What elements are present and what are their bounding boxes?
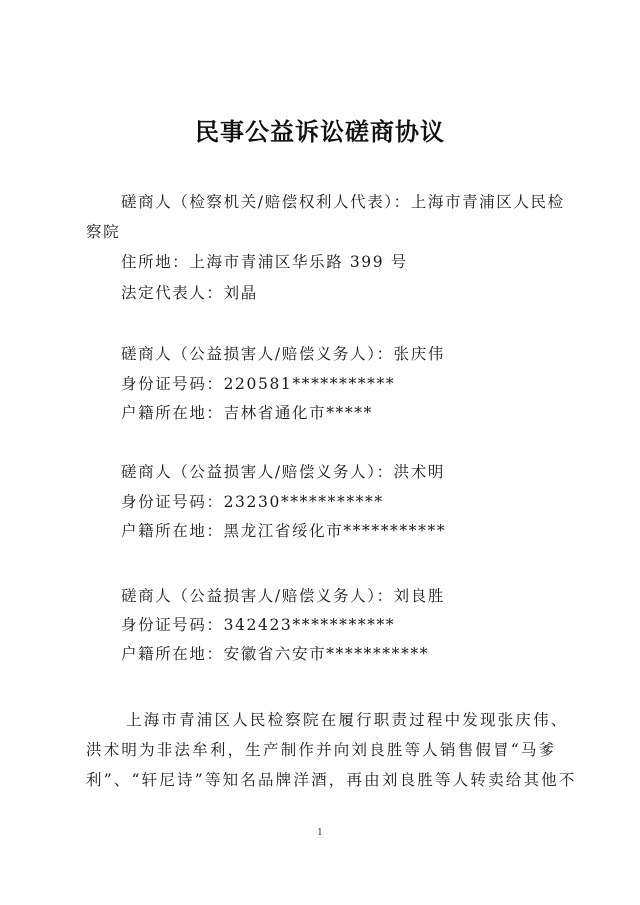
party2-id: 身份证号码：220581*********** xyxy=(121,375,396,393)
party1-heading-continued: 察院 xyxy=(86,223,121,241)
page-number: 1 xyxy=(317,828,323,838)
party2-residence: 户籍所在地：吉林省通化市***** xyxy=(121,404,373,422)
party4-residence: 户籍所在地：安徽省六安市*********** xyxy=(121,645,430,663)
party3-heading: 磋商人（公益损害人/赔偿义务人）：洪术明 xyxy=(121,463,445,481)
document-title: 民事公益诉讼磋商协议 xyxy=(195,117,445,146)
party3-id: 身份证号码：23230*********** xyxy=(121,493,384,511)
party1-address: 住所地：上海市青浦区华乐路 399 号 xyxy=(121,253,408,271)
party1-representative: 法定代表人：刘晶 xyxy=(121,284,258,302)
party4-heading: 磋商人（公益损害人/赔偿义务人）：刘良胜 xyxy=(121,587,445,605)
party2-heading: 磋商人（公益损害人/赔偿义务人）：张庆伟 xyxy=(121,345,445,363)
party3-residence: 户籍所在地：黑龙江省绥化市*********** xyxy=(121,522,447,540)
body-paragraph-line-2: 洪术明为非法牟利，生产制作并向刘良胜等人销售假冒“马爹 xyxy=(86,741,557,759)
party1-heading: 磋商人（检察机关/赔偿权利人代表）：上海市青浦区人民检 xyxy=(121,193,565,211)
body-paragraph-line-3: 利”、“轩尼诗”等知名品牌洋酒，再由刘良胜等人转卖给其他不 xyxy=(86,771,577,789)
body-paragraph-line-1: 上海市青浦区人民检察院在履行职责过程中发现张庆伟、 xyxy=(126,711,569,729)
party4-id: 身份证号码：342423*********** xyxy=(121,616,396,634)
